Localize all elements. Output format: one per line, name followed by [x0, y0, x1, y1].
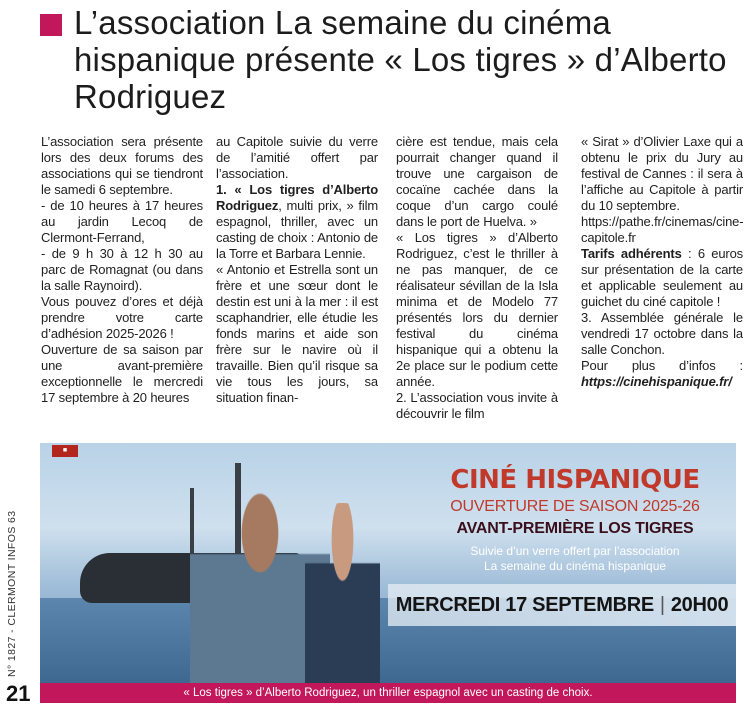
paragraph [216, 182, 378, 262]
pathe-url[interactable]: https://pathe.fr/cinemas/cine-capitole.fr [581, 214, 743, 245]
paragraph: 2. L’association vous invite à découvrir le film [396, 390, 558, 421]
event-date: MERCREDI 17 SEPTEMBRE [395, 594, 654, 616]
event-time: 20H00 [670, 594, 729, 616]
paragraph-text: , multi prix, » film espagnol, thriller, avec un casting de choix : Antonio de la Torre et Barbara Lennie. [216, 198, 378, 261]
banner-subline: Suivie d’un verre offert par l’association [470, 544, 680, 558]
film-title-bold: 1. « Los tigres d’Alberto Rodriguez [216, 182, 378, 213]
paragraph: - de 9 h 30 à 12 h 30 au parc de Romagnat (ou dans la salle Raynoird). [41, 246, 203, 293]
event-banner-image [40, 443, 736, 683]
paragraph: Vous pouvez d’ores et déjà prendre votre carte d’adhésion 2025-2026 ! [41, 294, 203, 341]
paragraph: au Capitole suivie du verre de l’amitié offert par l’association. [216, 134, 378, 181]
article-column-2 [216, 134, 378, 439]
paragraph: « Los tigres » d’Alberto Rodriguez, c’est le thriller à ne pas manquer, de ce réalisateur sévillan de la Isla minima et de Modelo 77 présentés lors du dernier festival du cinéma hispanique qui a obtenu la 2e place sur le podium cette année. [396, 230, 558, 389]
paragraph: cière est tendue, mais cela pourrait changer quand il trouve une cargaison de cocaïne cachée dans la coque d’un cargo coulé dans le port de Huelva. » [396, 134, 558, 229]
banner-subline: La semaine du cinéma hispanique [483, 559, 667, 573]
banner-preview: AVANT-PREMIÈRE LOS TIGRES [456, 520, 694, 537]
banner-title: CINÉ HISPANIQUE [450, 465, 700, 495]
website-link[interactable]: https://cinehispanique.fr/ [581, 374, 732, 389]
paragraph [581, 246, 743, 310]
page-number: 21 [6, 681, 31, 706]
distributor-logo-icon: ■ [52, 445, 78, 457]
photo-caption: « Los tigres » d’Alberto Rodriguez, un thriller espagnol avec un casting de choix. [40, 683, 736, 703]
paragraph: 3. Assemblée générale le vendredi 17 octobre dans la salle Conchon. [581, 310, 743, 357]
headline-square-marker [40, 14, 62, 36]
article-body [41, 134, 743, 439]
tarifs-label: Tarifs adhérents [581, 246, 682, 261]
date-separator: | [659, 594, 665, 616]
paragraph-text: Pour plus d’infos : [581, 358, 743, 373]
banner-dateline [388, 584, 736, 626]
actress-figure [305, 503, 380, 683]
paragraph [581, 358, 743, 390]
article-column-1 [41, 134, 203, 439]
paragraph-text: : 6 euros sur présentation de la carte et applicable seulement au guichet du ciné capitole ! [581, 246, 743, 309]
paragraph: Ouverture de sa saison par une avant-première exceptionnelle le mercredi 17 septembre à 20 heures [41, 342, 203, 405]
headline-block [40, 4, 730, 115]
paragraph: « Sirat » d’Olivier Laxe qui a obtenu le prix du Jury au festival de Cannes : il sera à l’affiche au Capitole à partir du 10 septembre. [581, 134, 743, 213]
paragraph: - de 10 heures à 17 heures au jardin Lecoq de Clermont-Ferrand, [41, 198, 203, 245]
banner-subtitle: OUVERTURE DE SAISON 2025-26 [450, 498, 700, 515]
paragraph: « Antonio et Estrella sont un frère et une sœur dont le destin est uni à la mer : il est scaphandrier, elle étudie les fonds marins et aide son frère sur le navire où il travaille. Bien qu’il risque sa vie tous les jours, sa situation finan- [216, 262, 378, 405]
paragraph: L’association sera présente lors des deux forums des associations qui se tiendront le samedi 6 septembre. [41, 134, 203, 197]
article-column-3 [396, 134, 558, 439]
article-column-4 [581, 134, 743, 439]
article-headline: L’association La semaine du cinéma hispanique présente « Los tigres » d’Alberto Rodriguez [74, 4, 727, 115]
issue-side-label: N° 1827 - CLERMONT INFOS 63 [6, 510, 18, 677]
